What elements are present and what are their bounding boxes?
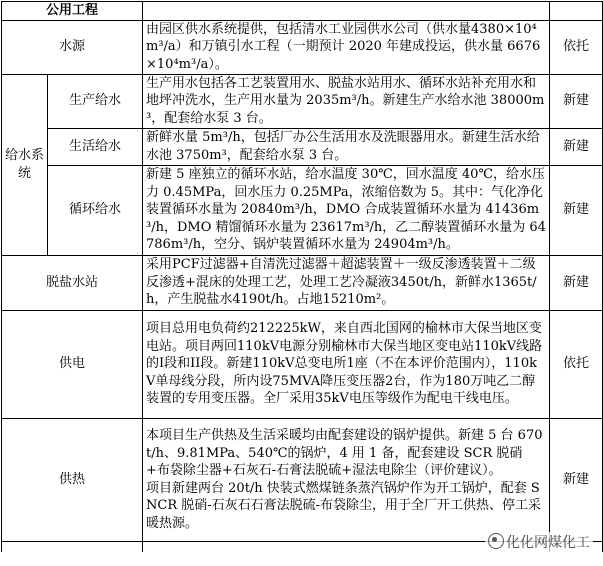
table-row [2,310,603,418]
row-desc-production: 生产用水包括各工艺装置用水、脱盐水站用水、循环水站补充用水和地坪冲洗水，生产用水量为 2035m³/h。新建生产水给水池 38000m³，配套给水泵 3 台。 [143,74,550,128]
row-desc-domestic: 新鲜水量 5m³/h，包括厂办公生活用水及洗眼器用水。新建生活水给水池 3750m³，配套给水泵 3 台。 [143,128,550,165]
row-group-water-supply: 给水系统 [2,74,48,255]
watermark [485,532,593,552]
wechat-icon [488,533,504,549]
row-label-desalination: 脱盐水站 [2,255,143,310]
row-desc-heat [143,418,550,541]
row-desc-heat-p2: 项目新建两台 20t/h 快装式燃煤链条蒸汽锅炉作为开工锅炉，配套 SNCR 脱硝-石灰石石膏法脱硫-布袋除尘，用于全厂开工供热、停工采暖热源。 [146,480,542,531]
row-label-heat-text: 供热 [59,471,86,487]
row-status-domestic: 新建 [550,128,603,165]
row-status-water-source: 依托 [550,20,603,74]
row-desc-water-source: 由园区供水系统提供，包括清水工业园供水公司（供水量4380×10⁴m³/a）和万镇引水工程（一期预计 2020 年建成投运，供水量 6676×10⁴m³/a）。 [143,20,550,74]
row-status-power: 依托 [550,310,603,418]
row-label-domestic: 生活给水 [48,128,143,165]
table-row [2,128,603,165]
public-works-table [1,1,603,552]
row-status-heat: 新建 [550,418,603,541]
row-desc-power: 项目总用电负荷约212225kW，来自西北国网的榆林市大保当地区变电站。项目两回110kV电源分别榆林市大保当地区变电站110kV线路的I段和II段。新建110kV总变电所1座（不在本评价范围内），110kV单母线分段，所内设75MVA降压变压器2台，作为180万吨乙二醇装置的专用变压器。全厂采用35kV电压等级作为配电干线电压。 [143,310,550,418]
row-status-desalination: 新建 [550,255,603,310]
row-desc-desalination: 采用PCF过滤器+自清洗过滤器＋超滤装置＋一级反渗透装置＋二级反渗透+混床的处理工艺，处理工艺冷凝液3450t/h，新鲜水1365t/h，产生脱盐水4190t/h。占地15210m²。 [143,255,550,310]
table-row [2,418,603,541]
table-row [2,255,603,310]
row-status-circulating: 新建 [550,165,603,255]
table-row [2,165,603,255]
row-desc-heat-p1: 本项目生产供热及生活采暖均由配套建设的锅炉提供。新建 5 台 670t/h、9.81MPa、540℃的锅炉，4 用 1 备，配套建设 SCR 脱硝+布袋除尘器+石灰石-石膏法脱硫+湿法电除尘（评价建议）。 [146,428,543,478]
row-status-production: 新建 [550,74,603,128]
row-label-circulating: 循环给水 [48,165,143,255]
table-row [2,74,603,128]
table-row [2,20,603,74]
row-label-power: 供电 [2,310,143,418]
section-header: 公用工程 [2,2,143,21]
row-desc-circulating: 新建 5 座独立的循环水站，给水温度 30℃，回水温度 40℃，给水压力 0.45MPa，回水压力 0.25MPa，浓缩倍数为 5。其中：气化净化装置循环水量为 20840m³/h，DMO 合成装置循环水量为 41436m³/h，DMO 精馏循环水量为 23617m³/h，乙二醇装置循环水量为 64786m³/h，空分、锅炉装置循环水量为 24904m³/h。 [143,165,550,255]
row-label-water-source: 水源 [2,20,143,74]
row-label-production: 生产给水 [48,74,143,128]
watermark-text: 化化网煤化工 [506,535,590,551]
row-label-heat [2,418,143,541]
